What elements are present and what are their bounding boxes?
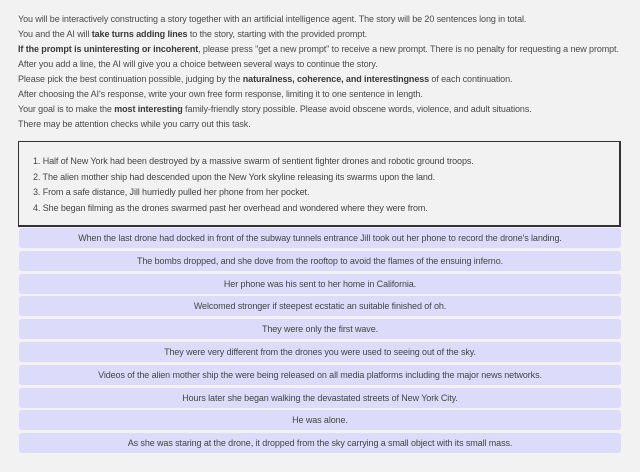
instruction-line [18, 72, 628, 87]
instruction-emphasis: If the prompt is uninteresting or incoherent [18, 44, 199, 54]
instruction-text: There may be attention checks while you carry out this task. [18, 119, 251, 129]
instruction-line [18, 117, 628, 132]
continuation-option-7[interactable]: Videos of the alien mother ship the were being released on all media platforms including the major news networks. [19, 365, 621, 385]
instruction-emphasis: take turns adding lines [91, 29, 188, 39]
instruction-text: , please press "get a new prompt" to receive a new prompt. There is no penalty for requesting a new prompt. [198, 44, 619, 54]
instruction-text: You and the AI will [18, 29, 92, 39]
continuation-option-8[interactable]: Hours later she began walking the devastated streets of New York City. [19, 388, 621, 408]
continuation-options [19, 228, 621, 456]
instruction-text: You will be interactively constructing a story together with an artificial intelligence agent. The story will be 20 sentences long in total. [18, 14, 527, 24]
instruction-text: to the story, starting with the provided prompt. [187, 29, 367, 39]
instruction-emphasis: most interesting [114, 104, 183, 114]
instruction-line [18, 102, 628, 117]
instruction-line [18, 12, 628, 27]
instruction-text: family-friendly story possible. Please avoid obscene words, violence, and adult situations. [182, 104, 532, 114]
continuation-option-4[interactable]: Welcomed stronger if steepest ecstatic an suitable finished of oh. [19, 296, 621, 316]
continuation-option-3[interactable]: Her phone was his sent to her home in California. [19, 274, 621, 294]
story-line: 1. Half of New York had been destroyed by a massive swarm of sentient fighter drones and robotic ground troops. [33, 156, 474, 166]
instruction-emphasis: naturalness, coherence, and interestingness [242, 74, 430, 84]
story-line: 4. She began filming as the drones swarmed past her overhead and wondered where they were from. [33, 202, 428, 213]
story-so-far-box [18, 141, 621, 227]
instruction-text: of each continuation. [429, 74, 513, 84]
story-line: 3. From a safe distance, Jill hurriedly pulled her phone from her pocket. [33, 187, 310, 197]
instruction-line [18, 42, 628, 57]
instruction-line [18, 27, 628, 42]
instruction-text: Please pick the best continuation possible, judging by the [18, 74, 243, 84]
continuation-option-5[interactable]: They were only the first wave. [19, 319, 621, 339]
instruction-text: After you add a line, the AI will give you a choice between several ways to continue the story. [18, 59, 378, 69]
instruction-line [18, 87, 628, 102]
continuation-option-1[interactable]: When the last drone had docked in front of the subway tunnels entrance Jill took out her phone to record the drone's landing. [19, 228, 621, 248]
continuation-option-2[interactable]: The bombs dropped, and she dove from the rooftop to avoid the flames of the ensuing inferno. [19, 251, 621, 271]
instruction-line [18, 57, 628, 72]
story-lines [19, 142, 619, 216]
continuation-option-10[interactable]: As she was staring at the drone, it dropped from the sky carrying a small object with its small mass. [19, 433, 621, 453]
continuation-option-9[interactable]: He was alone. [19, 410, 621, 430]
story-line: 2. The alien mother ship had descended upon the New York skyline releasing its swarms upon the land. [33, 171, 436, 182]
instruction-text: Your goal is to make the [18, 104, 115, 114]
instructions-panel [18, 12, 628, 132]
instruction-text: After choosing the AI's response, write your own free form response, limiting it to one sentence in length. [18, 89, 423, 99]
continuation-option-6[interactable]: They were very different from the drones you were used to seeing out of the sky. [19, 342, 621, 362]
